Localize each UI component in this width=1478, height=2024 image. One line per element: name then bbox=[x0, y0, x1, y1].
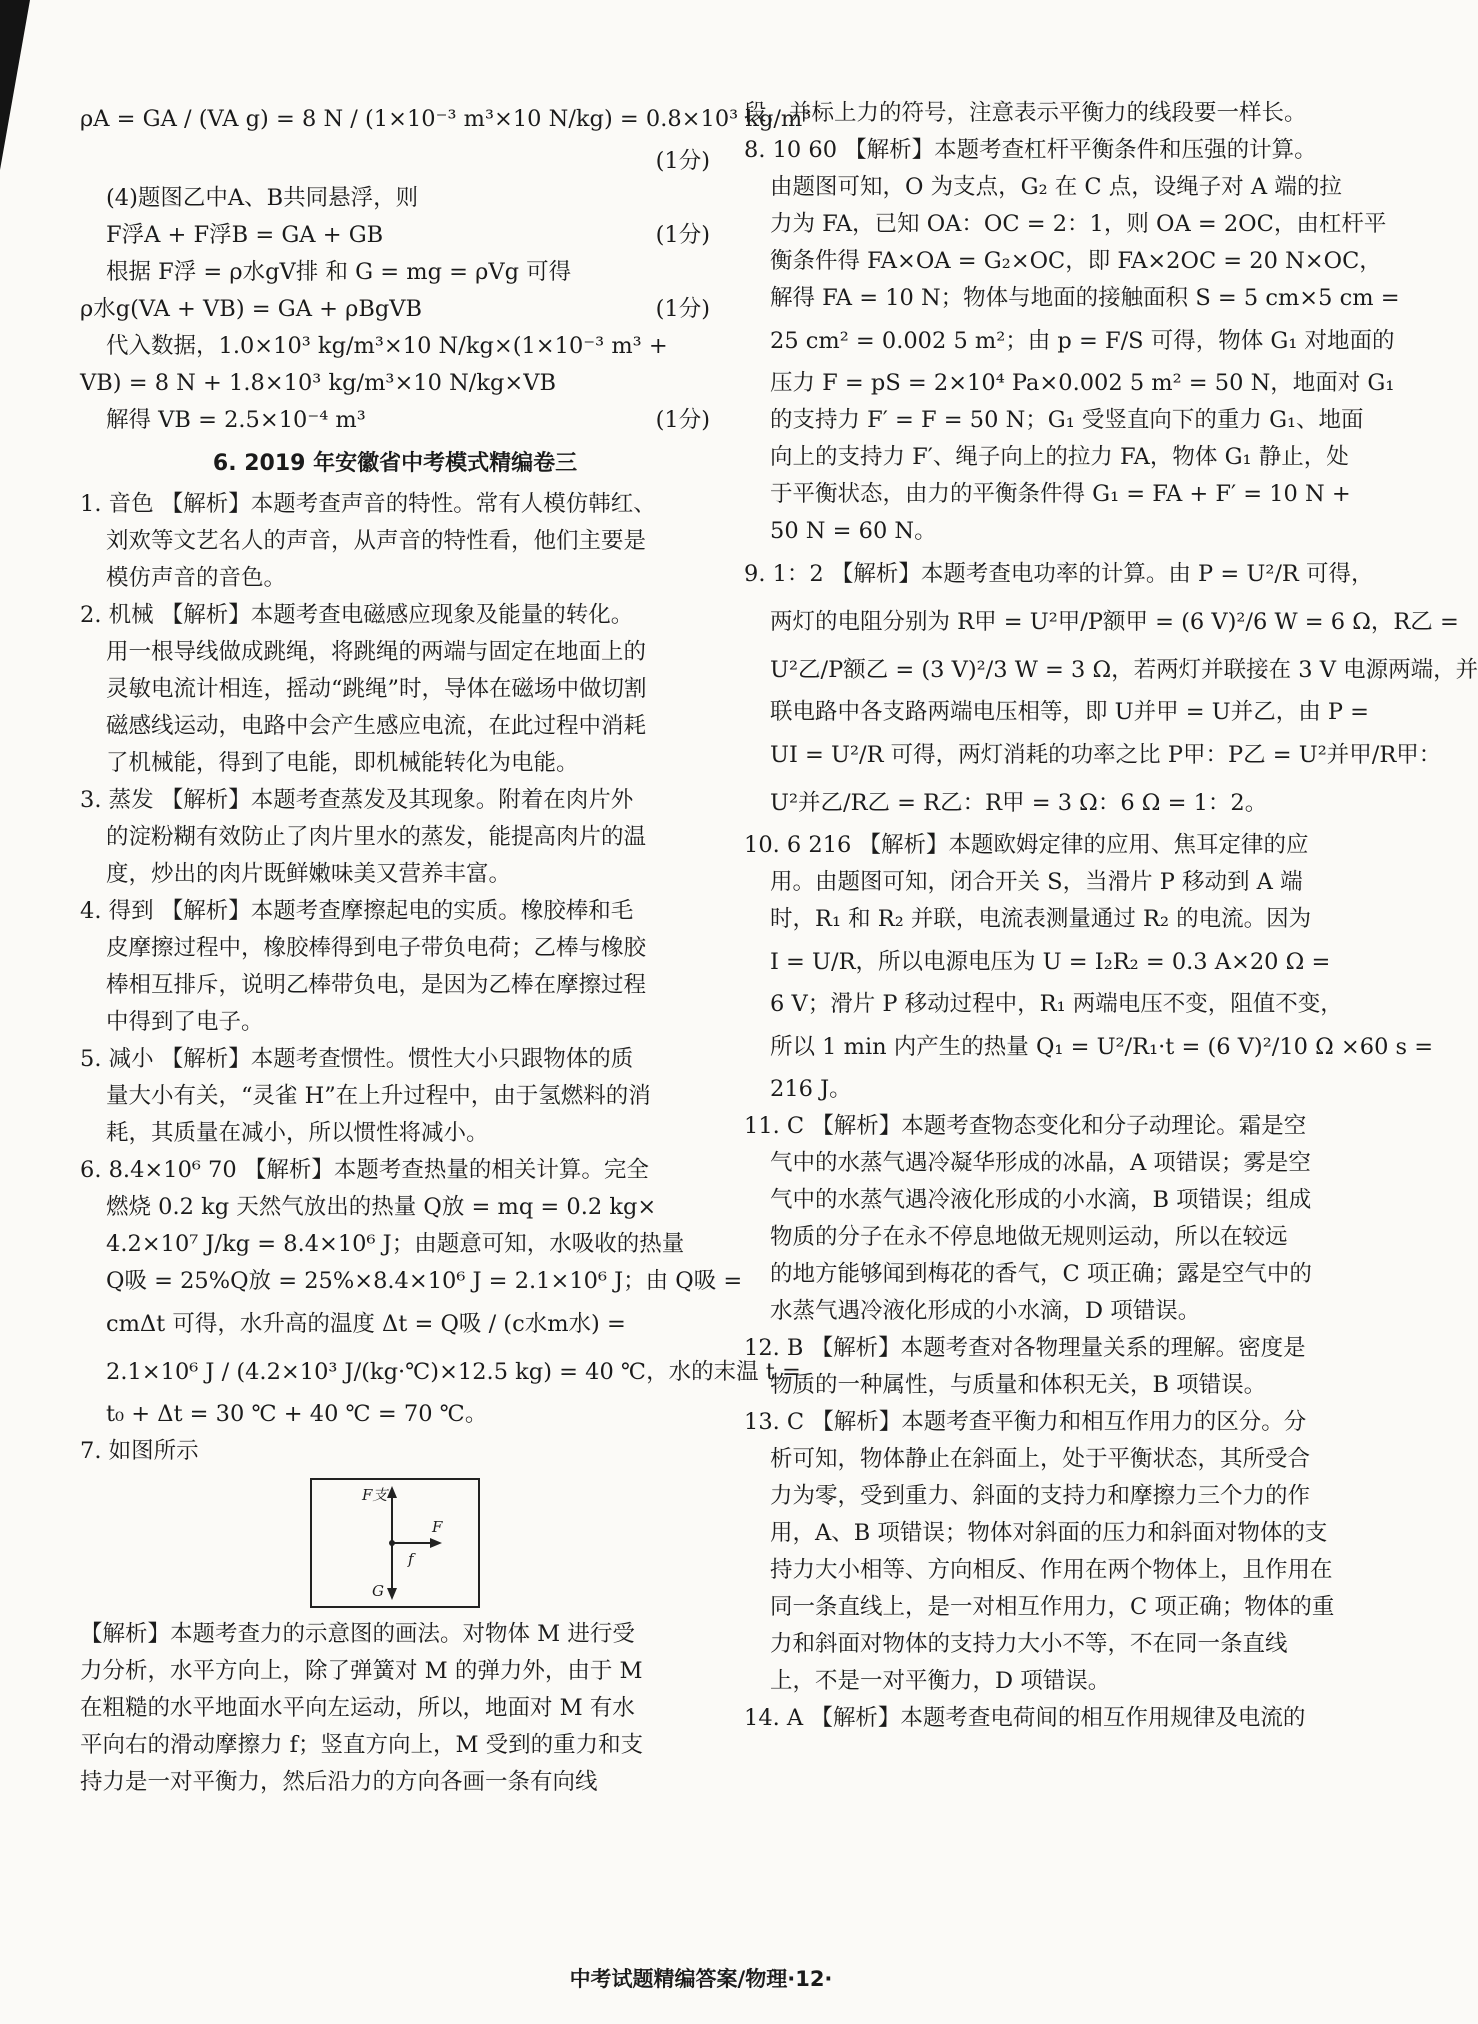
answer-line: 216 J。 bbox=[770, 1076, 852, 1102]
answer-line: 刘欢等文艺名人的声音，从声音的特性看，他们主要是 bbox=[106, 528, 647, 554]
answer-2 bbox=[80, 597, 710, 782]
answer-line: 力为 FA，已知 OA：OC = 2：1，则 OA = 2OC，由杠杆平 bbox=[770, 211, 1387, 237]
formula-text: ρA = GA / (VA g) = 8 N / (1×10⁻³ m³×10 N/kg) = 0.8×10³ kg/m³ bbox=[80, 106, 812, 132]
formula-rho-a bbox=[80, 95, 812, 143]
text-line: 代入数据，1.0×10³ kg/m³×10 N/kg×(1×10⁻³ m³ + bbox=[106, 333, 668, 359]
answer-line: 上，不是一对平衡力，D 项错误。 bbox=[770, 1668, 1111, 1694]
answer-line: 物质的一种属性，与质量和体积无关，B 项错误。 bbox=[770, 1372, 1267, 1398]
answer-line: I = U/R，所以电源电压为 U = I₂R₂ = 0.3 A×20 Ω = bbox=[770, 949, 1331, 975]
score: (1分) bbox=[655, 148, 710, 174]
answer-line: 模仿声音的音色。 bbox=[106, 565, 287, 591]
formula-text: ρ水g(VA + VB) = GA + ρBgVB bbox=[80, 296, 423, 322]
answer-line: 力和斜面对物体的支持力大小不等，不在同一条直线 bbox=[770, 1631, 1288, 1657]
text-line: 根据 F浮 = ρ水gV排 和 G = mg = ρVg 可得 bbox=[106, 259, 572, 285]
answer-line: 10. 6 216 【解析】本题欧姆定律的应用、焦耳定律的应 bbox=[744, 832, 1309, 858]
answer-line: 持力是一对平衡力，然后沿力的方向各画一条有向线 bbox=[80, 1769, 598, 1795]
answer-line: 7. 如图所示 bbox=[80, 1438, 199, 1464]
answer-line: 于平衡状态，由力的平衡条件得 G₁ = FA + F′ = 10 N + bbox=[770, 481, 1351, 507]
answer-6 bbox=[80, 1152, 801, 1433]
answer-line: 向上的支持力 F′、绳子向上的拉力 FA，物体 G₁ 静止，处 bbox=[770, 444, 1349, 470]
answer-line: 的淀粉糊有效防止了肉片里水的蒸发，能提高肉片的温 bbox=[106, 824, 647, 850]
gravity-label: G bbox=[372, 1582, 384, 1600]
answer-line: 8. 10 60 【解析】本题考查杠杆平衡条件和压强的计算。 bbox=[744, 137, 1317, 163]
answer-line: 量大小有关，“灵雀 H”在上升过程中，由于氢燃料的消 bbox=[106, 1083, 651, 1109]
force-f-label: F bbox=[432, 1518, 443, 1536]
answer-line: U²乙/P额乙 = (3 V)²/3 W = 3 Ω，若两灯并联接在 3 V 电源两端，并 bbox=[770, 657, 1478, 683]
answer-line: U²并乙/R乙 = R乙：R甲 = 3 Ω：6 Ω = 1：2。 bbox=[770, 790, 1268, 816]
support-force-label: F支 bbox=[362, 1486, 388, 1504]
answer-7 bbox=[80, 1433, 710, 1801]
answer-line: 9. 1：2 【解析】本题考查电功率的计算。由 P = U²/R 可得， bbox=[744, 561, 1374, 587]
answer-line: 在粗糙的水平地面水平向左运动，所以，地面对 M 有水 bbox=[80, 1695, 635, 1721]
answer-line: 衡条件得 FA×OA = G₂×OC，即 FA×2OC = 20 N×OC， bbox=[770, 248, 1382, 274]
friction-label: f bbox=[408, 1550, 414, 1568]
answer-line: 耗，其质量在减小，所以惯性将减小。 bbox=[106, 1120, 489, 1146]
answer-line: 11. C 【解析】本题考查物态变化和分子动理论。霜是空 bbox=[744, 1113, 1307, 1139]
score-line bbox=[80, 143, 710, 180]
answer-line: 析可知，物体静止在斜面上，处于平衡状态，其所受合 bbox=[770, 1446, 1311, 1472]
answer-11 bbox=[744, 1108, 1364, 1330]
answer-line: 的支持力 F′ = F = 50 N；G₁ 受竖直向下的重力 G₁、地面 bbox=[770, 407, 1364, 433]
answer-1 bbox=[80, 486, 710, 597]
answer-line: 的地方能够闻到梅花的香气，C 项正确；露是空气中的 bbox=[770, 1261, 1312, 1287]
answer-line: 5. 减小 【解析】本题考查惯性。惯性大小只跟物体的质 bbox=[80, 1046, 634, 1072]
right-column bbox=[744, 95, 1478, 1737]
answer-line: 中得到了电子。 bbox=[106, 1009, 264, 1035]
answer-line: 气中的水蒸气遇冷液化形成的小水滴，B 项错误；组成 bbox=[770, 1187, 1312, 1213]
answer-10 bbox=[744, 827, 1434, 1108]
answer-line: 水蒸气遇冷液化形成的小水滴，D 项错误。 bbox=[770, 1298, 1201, 1324]
answer-13 bbox=[744, 1404, 1364, 1700]
text-line: VB) = 8 N + 1.8×10³ kg/m³×10 N/kg×VB bbox=[80, 370, 557, 396]
formula-text: F浮A + F浮B = GA + GB bbox=[106, 222, 384, 248]
answer-line: 用。由题图可知，闭合开关 S，当滑片 P 移动到 A 端 bbox=[770, 869, 1303, 895]
answer-line: 同一条直线上，是一对相互作用力，C 项正确；物体的重 bbox=[770, 1594, 1335, 1620]
answer-4 bbox=[80, 893, 710, 1041]
answer-line: cmΔt 可得，水升高的温度 Δt = Q吸 / (c水m水) = bbox=[106, 1311, 626, 1337]
answer-line: 50 N = 60 N。 bbox=[770, 518, 937, 544]
answer-line: 联电路中各支路两端电压相等，即 U并甲 = U并乙，由 P = bbox=[770, 699, 1370, 725]
answer-line: 时，R₁ 和 R₂ 并联，电流表测量通过 R₂ 的电流。因为 bbox=[770, 906, 1312, 932]
answer-line: 2.1×10⁶ J / (4.2×10³ J/(kg·℃)×12.5 kg) = 40 ℃，水的末温 t = bbox=[106, 1359, 801, 1385]
scan-edge-mark bbox=[0, 0, 30, 170]
answer-line: 棒相互排斥，说明乙棒带负电，是因为乙棒在摩擦过程 bbox=[106, 972, 647, 998]
answer-line: 用一根导线做成跳绳，将跳绳的两端与固定在地面上的 bbox=[106, 639, 647, 665]
answer-line: 13. C 【解析】本题考查平衡力和相互作用力的区分。分 bbox=[744, 1409, 1307, 1435]
answer-line: 所以 1 min 内产生的热量 Q₁ = U²/R₁·t = (6 V)²/10 Ω ×60 s = bbox=[770, 1034, 1434, 1060]
answer-line: 燃烧 0.2 kg 天然气放出的热量 Q放 = mq = 0.2 kg× bbox=[106, 1194, 657, 1220]
answer-line: 解得 FA = 10 N；物体与地面的接触面积 S = 5 cm×5 cm = bbox=[770, 285, 1400, 311]
answer-line: Q吸 = 25%Q放 = 25%×8.4×10⁶ J = 2.1×10⁶ J；由 Q吸 = bbox=[106, 1268, 743, 1294]
answer-line: 持力大小相等、方向相反、作用在两个物体上，且作用在 bbox=[770, 1557, 1333, 1583]
text-line: (4)题图乙中A、B共同悬浮，则 bbox=[106, 185, 419, 211]
answer-line: 6. 8.4×10⁶ 70 【解析】本题考查热量的相关计算。完全 bbox=[80, 1157, 649, 1183]
answer-line: 段，并标上力的符号，注意表示平衡力的线段要一样长。 bbox=[744, 100, 1307, 126]
section-title: 6. 2019 年安徽省中考模式精编卷三 bbox=[212, 451, 578, 476]
answer-line: 由题图可知，O 为支点，G₂ 在 C 点，设绳子对 A 端的拉 bbox=[770, 174, 1342, 200]
answer-line: 1. 音色 【解析】本题考查声音的特性。常有人模仿韩红、 bbox=[80, 491, 656, 517]
answer-12 bbox=[744, 1330, 1364, 1404]
answer-line: t₀ + Δt = 30 ℃ + 40 ℃ = 70 ℃。 bbox=[106, 1401, 488, 1427]
answer-line: 平向右的滑动摩擦力 f；竖直方向上，M 受到的重力和支 bbox=[80, 1732, 644, 1758]
answer-line: 6 V；滑片 P 移动过程中，R₁ 两端电压不变，阻值不变， bbox=[770, 991, 1343, 1017]
force-arrows-svg bbox=[312, 1480, 478, 1606]
answer-line: 两灯的电阻分别为 R甲 = U²甲/P额甲 = (6 V)²/6 W = 6 Ω，R乙 = bbox=[770, 609, 1459, 635]
answer-3 bbox=[80, 782, 710, 893]
score: (1分) bbox=[655, 296, 710, 322]
answer-line: 4.2×10⁷ J/kg = 8.4×10⁶ J；由题意可知，水吸收的热量 bbox=[106, 1231, 685, 1257]
answer-line: 力为零，受到重力、斜面的支持力和摩擦力三个力的作 bbox=[770, 1483, 1311, 1509]
answer-line: 25 cm² = 0.002 5 m²；由 p = F/S 可得，物体 G₁ 对地面的 bbox=[770, 328, 1395, 354]
score: (1分) bbox=[655, 222, 710, 248]
answer-line: 气中的水蒸气遇冷凝华形成的冰晶，A 项错误；雾是空 bbox=[770, 1150, 1311, 1176]
answer-line: 灵敏电流计相连，摇动“跳绳”时，导体在磁场中做切割 bbox=[106, 676, 647, 702]
answer-5 bbox=[80, 1041, 710, 1152]
answer-line: 皮摩擦过程中，橡胶棒得到电子带负电荷；乙棒与橡胶 bbox=[106, 935, 647, 961]
answer-8 bbox=[744, 132, 1400, 550]
formula-line bbox=[80, 217, 710, 254]
answer-line: 物质的分子在永不停息地做无规则运动，所以在较远 bbox=[770, 1224, 1288, 1250]
answer-line: 2. 机械 【解析】本题考查电磁感应现象及能量的转化。 bbox=[80, 602, 634, 628]
score: (1分) bbox=[655, 407, 710, 433]
formula-line bbox=[80, 402, 710, 439]
page-footer: 中考试题精编答案/物理·12· bbox=[569, 1967, 833, 1991]
answer-line: 力分析，水平方向上，除了弹簧对 M 的弹力外，由于 M bbox=[80, 1658, 643, 1684]
formula-line bbox=[80, 291, 710, 328]
answer-line: 3. 蒸发 【解析】本题考查蒸发及其现象。附着在肉片外 bbox=[80, 787, 634, 813]
answer-14: 14. A 【解析】本题考查电荷间的相互作用规律及电流的 bbox=[744, 1705, 1306, 1731]
formula-text: 解得 VB = 2.5×10⁻⁴ m³ bbox=[106, 407, 366, 433]
answer-line: 磁感线运动，电路中会产生感应电流，在此过程中消耗 bbox=[106, 713, 647, 739]
answer-line: UI = U²/R 可得，两灯消耗的功率之比 P甲：P乙 = U²并甲/R甲： bbox=[770, 742, 1442, 768]
answer-line: 压力 F = pS = 2×10⁴ Pa×0.002 5 m² = 50 N，地面对 G₁ bbox=[770, 370, 1395, 396]
answer-line: 用，A、B 项错误；物体对斜面的压力和斜面对物体的支 bbox=[770, 1520, 1328, 1546]
force-diagram bbox=[310, 1478, 480, 1608]
answer-line: 4. 得到 【解析】本题考查摩擦起电的实质。橡胶棒和毛 bbox=[80, 898, 634, 924]
answer-line: 12. B 【解析】本题考查对各物理量关系的理解。密度是 bbox=[744, 1335, 1306, 1361]
answer-line: 【解析】本题考查力的示意图的画法。对物体 M 进行受 bbox=[80, 1621, 635, 1647]
answer-line: 了机械能，得到了电能，即机械能转化为电能。 bbox=[106, 750, 579, 776]
answer-9 bbox=[744, 550, 1478, 827]
answer-line: 度，炒出的肉片既鲜嫩味美又营养丰富。 bbox=[106, 861, 512, 887]
